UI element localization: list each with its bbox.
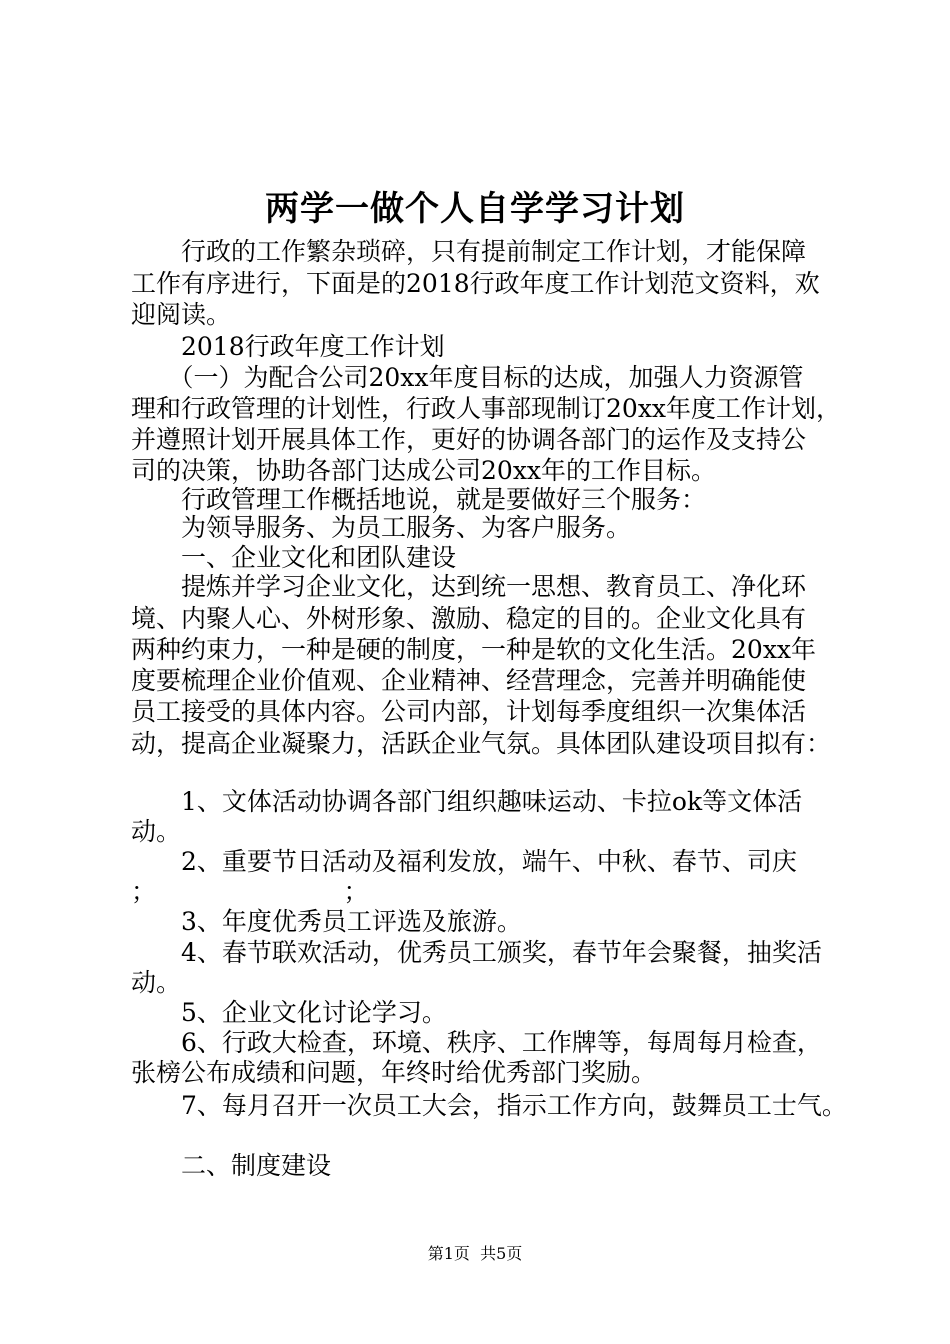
list-item-continuation: ； ； [131,877,369,906]
body-line: 工作有序进行，下面是的2018行政年度工作计划范文资料，欢 [131,269,820,298]
page-number-footer: 第1页 共5页 [427,1244,523,1263]
list-item: 7、每月召开一次员工大会，指示工作方向，鼓舞员工士气。 [131,1091,847,1120]
list-item: 4、春节联欢活动，优秀员工颁奖，春节年会聚餐，抽奖活 [131,938,822,967]
body-line: 迎阅读。 [131,300,232,329]
list-item: 3、年度优秀员工评选及旅游。 [131,907,522,936]
section-heading: 一、企业文化和团队建设 [131,543,457,572]
body-line: 行政管理工作概括地说，就是要做好三个服务： [131,485,707,514]
list-item: 2、重要节日活动及福利发放，端午、中秋、春节、司庆 [131,847,797,876]
body-line: 行政的工作繁杂琐碎，只有提前制定工作计划，才能保障 [131,237,807,266]
body-line: 为领导服务、为员工服务、为客户服务。 [131,513,632,542]
body-line: 度要梳理企业价值观、企业精神、经营理念，完善并明确能使 [131,666,807,695]
body-line: 理和行政管理的计划性，行政人事部现制订20xx年度工作计划， [131,394,842,423]
body-line: 提炼并学习企业文化，达到统一思想、教育员工、净化环 [131,572,807,601]
document-title: 两学一做个人自学学习计划 [265,189,685,229]
body-line: 员工接受的具体内容。公司内部，计划每季度组织一次集体活 [131,697,807,726]
body-line: 境、内聚人心、外树形象、激励、稳定的目的。企业文化具有 [131,604,807,633]
body-line: 并遵照计划开展具体工作，更好的协调各部门的运作及支持公 [131,425,807,454]
list-item: 5、企业文化讨论学习。 [131,998,447,1027]
body-line: （一）为配合公司20xx年度目标的达成，加强人力资源管 [131,363,804,392]
body-line: 司的决策，协助各部门达成公司20xx年的工作目标。 [131,456,717,485]
list-item: 1、文体活动协调各部门组织趣味运动、卡拉ok等文体活 [131,787,803,816]
list-item-continuation: 动。 [131,817,182,846]
list-item: 6、行政大检查，环境、秩序、工作牌等，每周每月检查， [131,1028,822,1057]
list-item-continuation: 张榜公布成绩和问题，年终时给优秀部门奖励。 [131,1058,657,1087]
body-line: 两种约束力，一种是硬的制度，一种是软的文化生活。20xx年 [131,635,817,664]
list-item-continuation: 动。 [131,968,182,997]
body-line: 动，提高企业凝聚力，活跃企业气氛。具体团队建设项目拟有： [131,729,832,758]
body-line: 2018行政年度工作计划 [131,332,445,361]
section-heading: 二、制度建设 [131,1151,332,1180]
